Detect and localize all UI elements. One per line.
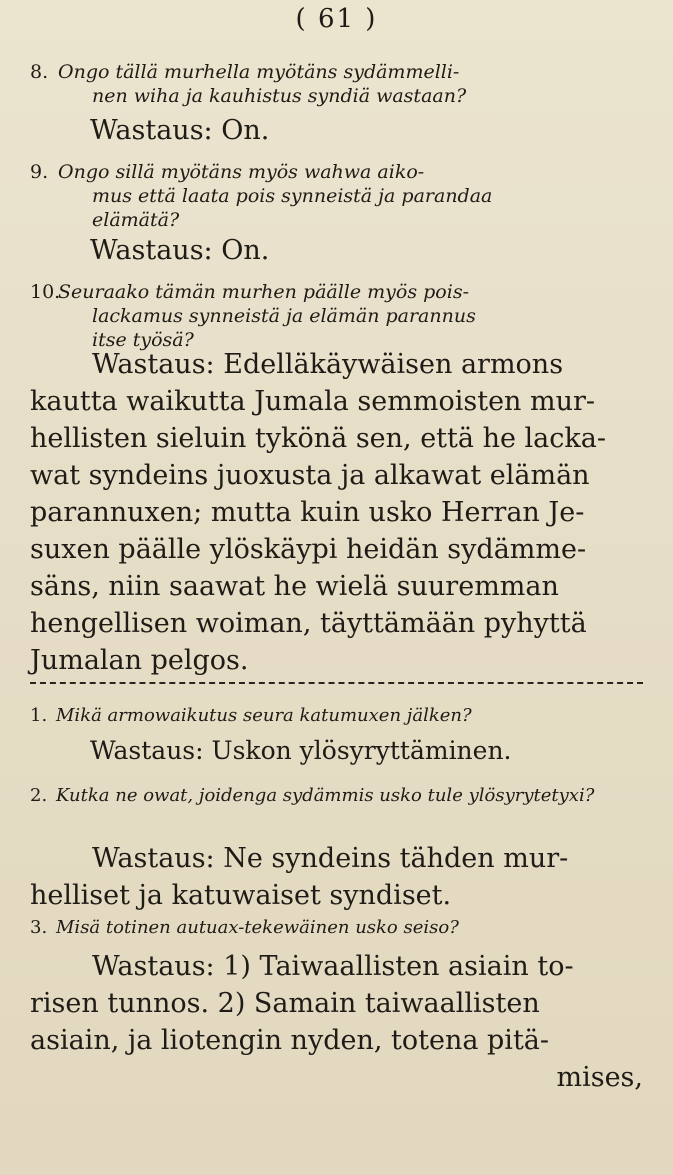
question-line: tule ylösyrytetyxi?	[427, 785, 595, 806]
question-line: Seuraako tämän murhen päälle myös pois-	[58, 281, 469, 303]
answer-line: wat syndeins juoxusta ja alkawat elämän	[30, 460, 590, 491]
question-line: Mikä armowaikutus seura katumuxen jälken?	[56, 705, 472, 726]
question-line: Kutka ne owat, joidenga sydämmis usko	[56, 785, 422, 806]
answer-line: Jumalan pelgos.	[30, 645, 249, 676]
question-s2-2	[30, 784, 643, 808]
question-line: elämätä?	[92, 209, 180, 231]
answer-label: Wastaus:	[90, 736, 204, 765]
question-line: Misä totinen autuax-tekewäinen usko seiso?	[56, 917, 459, 938]
answer-label: Wastaus:	[92, 349, 215, 380]
answer-label: Wastaus:	[92, 951, 215, 982]
answer-label: Wastaus:	[90, 235, 213, 266]
question-number: 8.	[30, 61, 49, 83]
answer-line: mises,	[556, 1062, 643, 1093]
answer-s2-2	[30, 840, 643, 914]
answer-s2-3	[30, 948, 643, 1096]
question-s2-3	[30, 916, 643, 940]
question-line: mus että laata pois synneistä ja parandaa	[92, 185, 493, 207]
question-9	[30, 160, 643, 232]
answer-10	[30, 346, 643, 679]
answer-line: asiain, ja liotengin nyden, totena pitä-	[30, 1025, 550, 1056]
answer-line: Ne syndeins tähden mur-	[223, 843, 569, 874]
answer-line: kautta waikutta Jumala semmoisten mur-	[30, 386, 596, 417]
answer-line: helliset ja katuwaiset syndiset.	[30, 880, 452, 911]
question-line: nen wiha ja kauhistus syndiä wastaan?	[92, 85, 467, 107]
answer-line: hellisten sieluin tykönä sen, että he lacka-	[30, 423, 606, 454]
question-number: 2.	[30, 785, 48, 806]
question-line: Ongo tällä murhella myötäns sydämmelli-	[58, 61, 460, 83]
question-number: 3.	[30, 917, 48, 938]
question-10	[30, 280, 643, 352]
question-line: Ongo sillä myötäns myös wahwa aiko-	[58, 161, 425, 183]
question-number: 1.	[30, 705, 48, 726]
question-number: 9.	[30, 161, 49, 183]
answer-line: 1) Taiwaallisten asiain to-	[223, 951, 574, 982]
answer-line: suxen päälle ylöskäypi heidän sydämme-	[30, 534, 587, 565]
answer-text: On.	[221, 115, 270, 146]
page-number: ( 61 )	[295, 4, 378, 34]
answer-s2-1	[90, 734, 643, 768]
question-number: 10.	[30, 281, 61, 303]
answer-line: risen tunnos. 2) Samain taiwaallisten	[30, 988, 540, 1019]
question-8	[30, 60, 643, 108]
answer-label: Wastaus:	[90, 115, 213, 146]
answer-line: Edelläkäywäisen armons	[223, 349, 564, 380]
question-line: itse työsä?	[92, 329, 194, 351]
section-divider	[30, 682, 643, 684]
question-line: lackamus synneistä ja elämän parannus	[92, 305, 476, 327]
answer-label: Wastaus:	[92, 843, 215, 874]
answer-9	[90, 234, 643, 268]
answer-line: hengellisen woiman, täyttämään pyhyttä	[30, 608, 587, 639]
answer-line: parannuxen; mutta kuin usko Herran Je-	[30, 497, 585, 528]
answer-text: On.	[221, 235, 270, 266]
answer-line: säns, niin saawat he wielä suuremman	[30, 571, 559, 602]
answer-8	[90, 114, 643, 148]
answer-text: Uskon ylösyryttäminen.	[211, 736, 512, 765]
question-s2-1	[30, 704, 643, 728]
